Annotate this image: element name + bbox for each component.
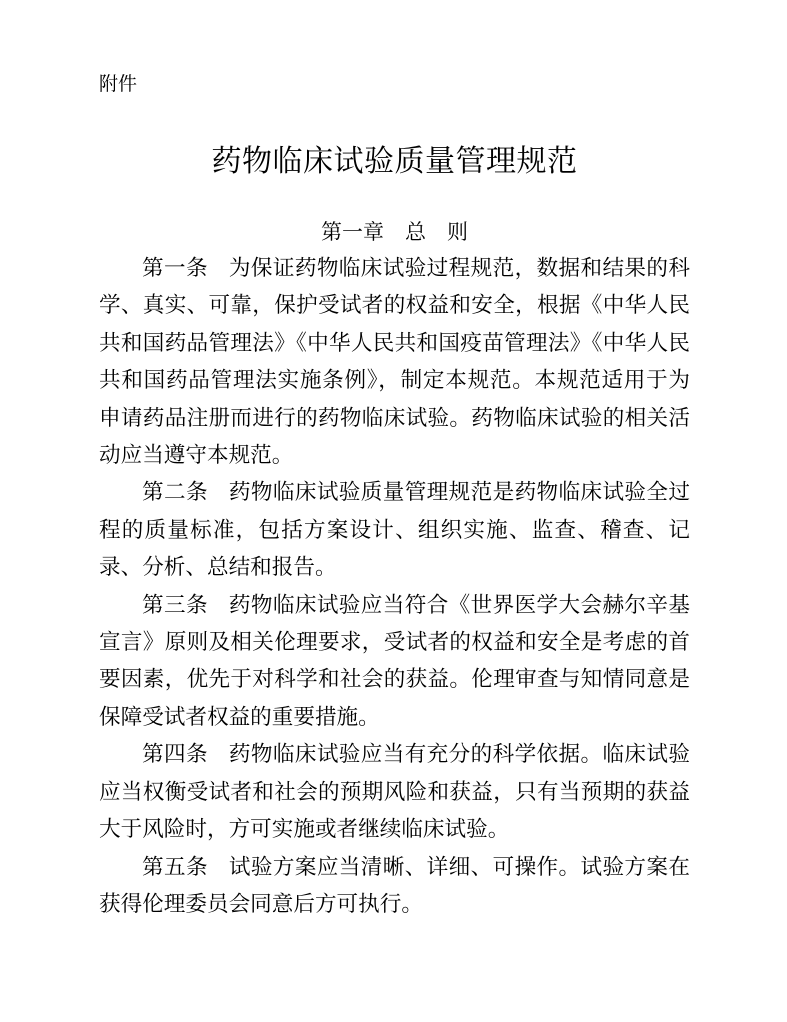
- article-number: 第一条: [142, 256, 208, 281]
- article-text: 试验方案应当清晰、详细、可操作。试验方案在获得伦理委员会同意后方可执行。: [99, 854, 690, 917]
- article-number: 第五条: [142, 854, 208, 880]
- article-text: 药物临床试验质量管理规范是药物临床试验全过程的质量标准，包括方案设计、组织实施、监查、稽查、记录、分析、总结和报告。: [99, 480, 690, 581]
- document-title: 药物临床试验质量管理规范: [211, 144, 578, 179]
- article-number: 第四条: [142, 742, 208, 768]
- article-3: [99, 587, 690, 737]
- article-2: [99, 474, 690, 586]
- article-text: 为保证药物临床试验过程规范，数据和结果的科学、真实、可靠，保护受试者的权益和安全，根据《中华人民共和国药品管理法》《中华人民共和国疫苗管理法》《中华人民共和国药品管理法实施条例》，制定本规范。本规范适用于为申请药品注册而进行的药物临床试验。药物临床试验的相关活动应当遵守本规范。: [99, 256, 690, 469]
- article-text: 药物临床试验应当符合《世界医学大会赫尔辛基宣言》原则及相关伦理要求，受试者的权益和安全是考虑的首要因素，优先于对科学和社会的获益。伦理审查与知情同意是保障受试者权益的重要措施。: [99, 592, 690, 730]
- attachment-label: 附件: [99, 73, 138, 95]
- article-4: [99, 736, 690, 848]
- article-number: 第二条: [142, 480, 208, 506]
- article-number: 第三条: [142, 592, 208, 618]
- article-5: [99, 849, 690, 924]
- article-list: [99, 250, 690, 923]
- article-1: [99, 250, 690, 474]
- article-text: 药物临床试验应当有充分的科学依据。临床试验应当权衡受试者和社会的预期风险和获益，只有当预期的获益大于风险时，方可实施或者继续临床试验。: [99, 742, 690, 843]
- chapter-heading: 第一章 总 则: [321, 220, 468, 244]
